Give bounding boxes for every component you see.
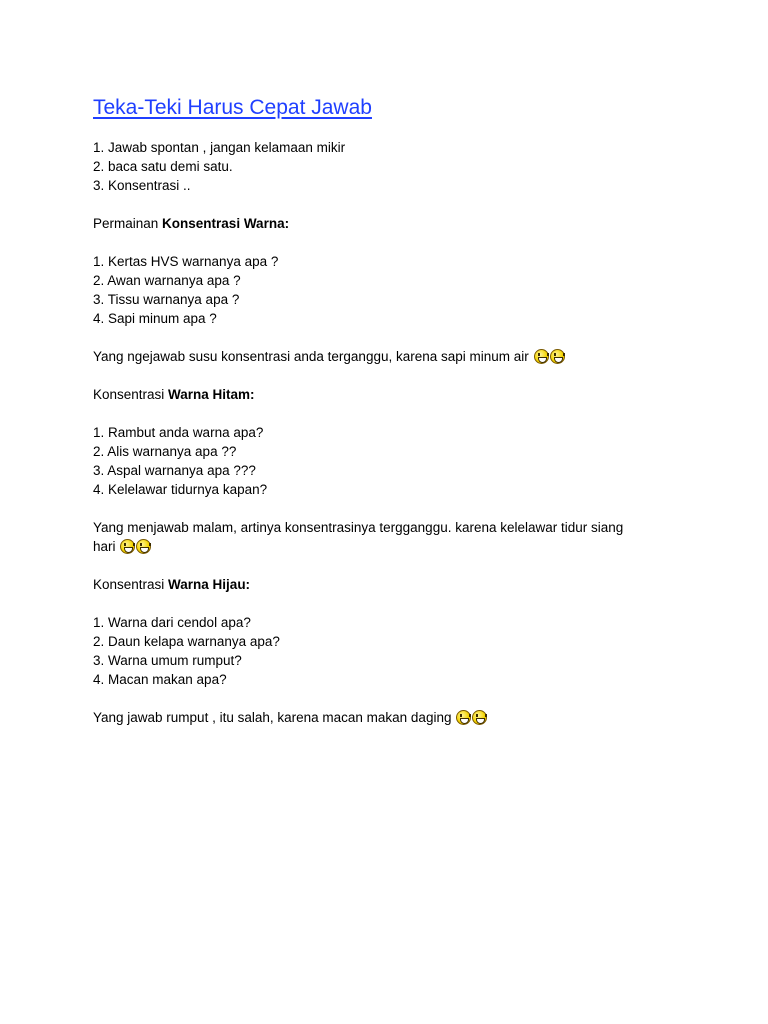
laughing-face-icon (550, 349, 565, 364)
spacer (93, 594, 693, 613)
answer-text-body: hari (93, 539, 120, 554)
laughing-face-icon (534, 349, 549, 364)
answer-text (93, 537, 693, 556)
page-title[interactable]: Teka-Teki Harus Cepat Jawab (93, 96, 372, 119)
answer-text-line: Yang menjawab malam, artinya konsentrasinya tergganggu. karena kelelawar tidur siang (93, 520, 624, 535)
question-item: 3. Warna umum rumput? (93, 653, 242, 668)
question-item: 2. Daun kelapa warnanya apa? (93, 634, 280, 649)
laughing-face-icon (120, 539, 135, 554)
spacer (93, 195, 693, 214)
rule-item: 2. baca satu demi satu. (93, 159, 233, 174)
question-item: 4. Sapi minum apa ? (93, 311, 217, 326)
laughing-face-icon (472, 710, 487, 725)
question-item: 1. Kertas HVS warnanya apa ? (93, 254, 279, 269)
section-heading-prefix: Permainan (93, 216, 163, 231)
answer-text (93, 708, 693, 727)
question-item: 1. Warna dari cendol apa? (93, 615, 251, 630)
rule-item: 3. Konsentrasi .. (93, 178, 191, 193)
answer-text-body: Yang jawab rumput , itu salah, karena macan makan daging (93, 710, 456, 725)
question-item: 2. Alis warnanya apa ?? (93, 444, 237, 459)
question-item: 3. Tissu warnanya apa ? (93, 292, 240, 307)
question-item: 1. Rambut anda warna apa? (93, 425, 264, 440)
question-item: 4. Kelelawar tidurnya kapan? (93, 482, 268, 497)
laughing-face-icon (136, 539, 151, 554)
spacer (93, 689, 693, 708)
section-heading-hitam (93, 385, 693, 404)
spacer (93, 556, 693, 575)
section-heading-bold: Warna Hijau: (168, 577, 251, 592)
question-item: 2. Awan warnanya apa ? (93, 273, 241, 288)
rule-item: 1. Jawab spontan , jangan kelamaan mikir (93, 140, 346, 155)
spacer (93, 328, 693, 347)
answer-text-body: Yang ngejawab susu konsentrasi anda terganggu, karena sapi minum air (93, 349, 533, 364)
section-heading-bold: Warna Hitam: (168, 387, 255, 402)
section-heading-warna (93, 214, 693, 233)
question-item: 4. Macan makan apa? (93, 672, 227, 687)
section-heading-prefix: Konsentrasi (93, 387, 169, 402)
section-heading-hijau (93, 575, 693, 594)
spacer (93, 404, 693, 423)
document-content (93, 94, 693, 727)
answer-text (93, 347, 693, 366)
section-heading-bold: Konsentrasi Warna: (162, 216, 290, 231)
laughing-face-icon (456, 710, 471, 725)
spacer (93, 499, 693, 518)
spacer (93, 233, 693, 252)
section-heading-prefix: Konsentrasi (93, 577, 169, 592)
spacer (93, 366, 693, 385)
question-item: 3. Aspal warnanya apa ??? (93, 463, 256, 478)
